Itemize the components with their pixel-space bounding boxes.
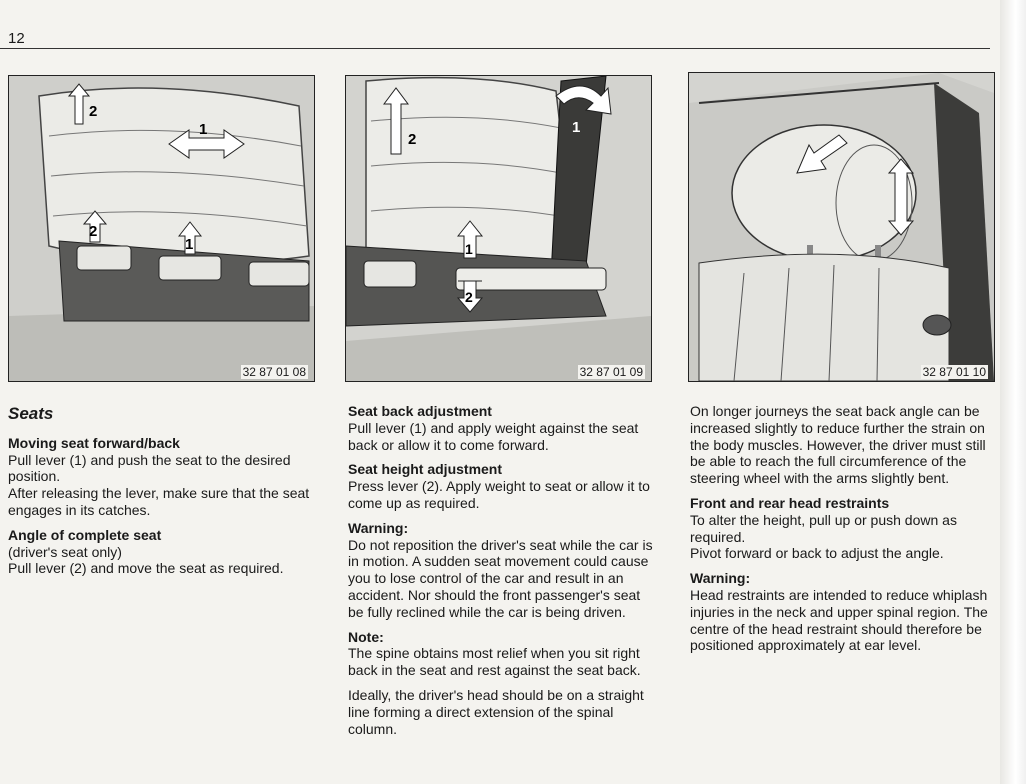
paragraph: Pull lever (1) and apply weight against the seat back or allow it to come forward. — [348, 419, 639, 453]
heading-moving-seat: Moving seat forward/back — [8, 434, 180, 451]
paragraph: Ideally, the driver's head should be on a straight line forming a direct extension of the spinal column. — [348, 686, 644, 737]
figure-seat-fore-aft — [8, 75, 315, 382]
top-rule — [0, 48, 990, 49]
paragraph: To alter the height, pull up or push down as required. — [690, 511, 957, 545]
figure-code: 32 87 01 09 — [579, 365, 643, 379]
paragraph: Pivot forward or back to adjust the angle. — [690, 545, 944, 562]
figure-callout: 2 — [408, 131, 417, 148]
heading-head-restraints: Front and rear head restraints — [690, 494, 890, 511]
page-edge — [1000, 0, 1026, 784]
figure-callout: 1 — [572, 119, 581, 136]
figure-callout: 2 — [89, 103, 98, 120]
head-restraint-illustration — [689, 73, 994, 381]
paragraph: Do not reposition the driver's seat while the car is in motion. A sudden seat movement could cause you to lose control of the car and result in an accident. Nor should the front passenger's seat be fully reclined while the car is being driven. — [348, 536, 653, 620]
heading-warning: Warning: — [348, 519, 409, 536]
figure-callout: 2 — [89, 223, 98, 240]
figure-callout: 1 — [465, 241, 473, 257]
heading-angle-seat: Angle of complete seat — [8, 526, 162, 543]
column-3 — [690, 403, 992, 662]
figure-callout: 2 — [465, 289, 473, 305]
paragraph: After releasing the lever, make sure that the seat engages in its catches. — [8, 485, 310, 518]
section-title: Seats — [8, 404, 54, 423]
figure-callout: 1 — [199, 121, 208, 138]
seat-illustration-1 — [9, 76, 314, 381]
paragraph: On longer journeys the seat back angle can be increased slightly to reduce further the strain on the body muscles. However, the driver must still be able to reach the full circumference of the steering wheel with the arms slightly bent. — [690, 403, 986, 487]
heading-seat-back: Seat back adjustment — [348, 403, 492, 419]
heading-seat-height: Seat height adjustment — [348, 461, 503, 478]
subheading-drivers-seat-only: (driver's seat only) — [8, 543, 122, 560]
paragraph: Head restraints are intended to reduce whiplash injuries in the neck and upper spinal region. The centre of the head restraint should therefore be positioned approximately at ear level. — [690, 586, 988, 654]
column-1 — [8, 400, 314, 585]
paragraph: Pull lever (1) and push the seat to the desired position. — [8, 451, 291, 485]
paragraph: Press lever (2). Apply weight to seat or allow it to come up as required. — [348, 478, 650, 511]
figure-callout: 1 — [185, 236, 194, 253]
column-2 — [348, 403, 654, 745]
heading-warning: Warning: — [690, 570, 751, 587]
heading-note: Note: — [348, 628, 384, 645]
figure-seat-back-height — [345, 75, 652, 382]
paragraph: Pull lever (2) and move the seat as required. — [8, 560, 284, 577]
page-number: 12 — [8, 30, 25, 47]
figure-code: 32 87 01 10 — [922, 365, 986, 379]
figure-head-restraint — [688, 72, 995, 382]
figure-code: 32 87 01 08 — [242, 365, 306, 379]
paragraph: The spine obtains most relief when you sit right back in the seat and rest against the seat back. — [348, 645, 641, 679]
seat-illustration-2 — [346, 76, 651, 381]
